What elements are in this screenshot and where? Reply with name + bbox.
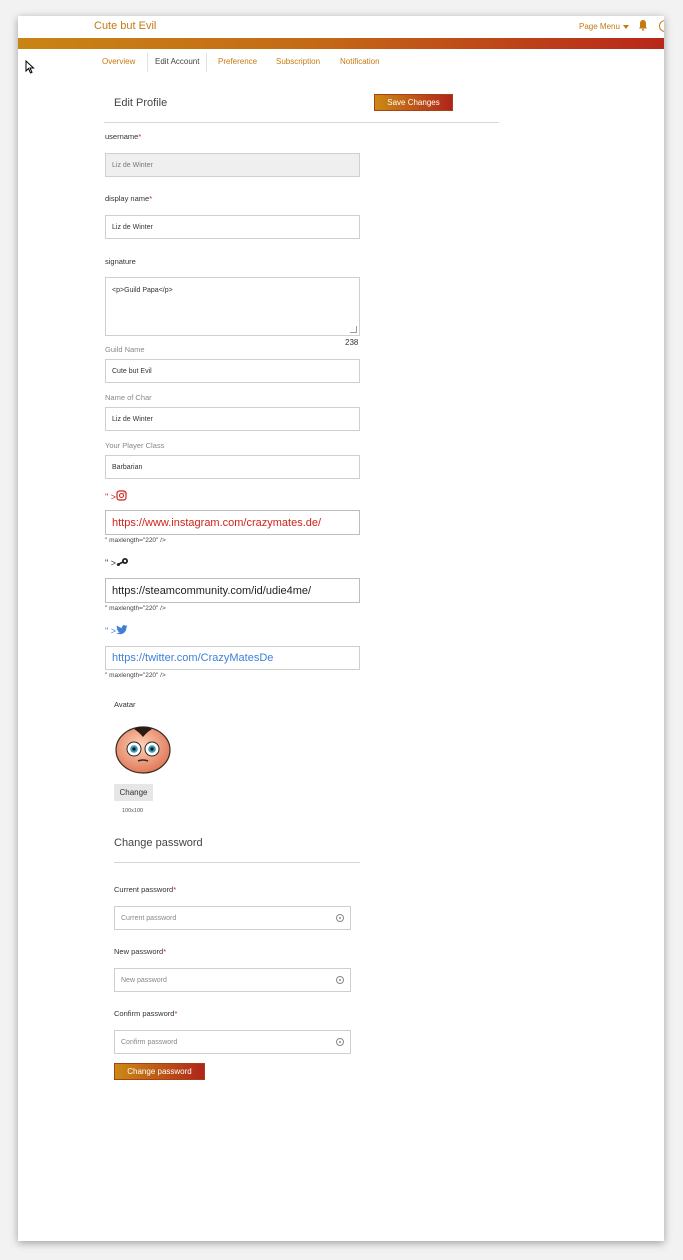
- guild-name-label: Guild Name: [105, 345, 145, 354]
- change-password-title: Change password: [114, 837, 203, 849]
- brand-link[interactable]: Cute but Evil: [94, 20, 157, 32]
- char-name-input[interactable]: Liz de Winter: [105, 407, 360, 431]
- steam-url-input[interactable]: https://steamcommunity.com/id/udie4me/: [105, 578, 360, 603]
- required-mark: *: [138, 132, 142, 141]
- instagram-prefix: [105, 490, 127, 502]
- new-password-label-text: New password: [114, 947, 164, 956]
- signature-label: signature: [105, 257, 136, 266]
- change-password-button[interactable]: Change password: [114, 1063, 205, 1080]
- instagram-url-input[interactable]: https://www.instagram.com/crazymates.de/: [105, 510, 360, 535]
- current-password-label: [114, 885, 176, 894]
- header-gradient-bar: [18, 38, 664, 49]
- tab-overview[interactable]: Overview: [102, 57, 136, 66]
- required-mark: *: [173, 885, 177, 894]
- display-name-label: [105, 194, 152, 203]
- required-mark: *: [163, 947, 167, 956]
- signature-char-count: 238: [345, 338, 359, 347]
- user-menu-icon[interactable]: [659, 20, 664, 32]
- steam-prefix-text: " >: [105, 558, 116, 568]
- confirm-password-label-text: Confirm password: [114, 1009, 175, 1018]
- new-password-input[interactable]: [114, 968, 351, 992]
- tab-preference[interactable]: Preference: [218, 57, 258, 66]
- twitter-prefix: [105, 625, 128, 636]
- avatar-size-text: 100x100: [122, 808, 144, 814]
- edit-profile-title: Edit Profile: [114, 97, 168, 109]
- display-name-input[interactable]: Liz de Winter: [105, 215, 360, 239]
- top-navbar: [18, 16, 664, 38]
- twitter-prefix-text: " >: [105, 626, 116, 636]
- eye-toggle-icon[interactable]: [336, 976, 344, 984]
- page-menu-label: Page Menu: [579, 22, 620, 31]
- caret-down-icon: [623, 25, 629, 29]
- steam-maxlength-text: " maxlength="220" />: [105, 605, 166, 612]
- signature-text: <p>Guild Papa</p>: [112, 287, 173, 294]
- eye-toggle-icon[interactable]: [336, 1038, 344, 1046]
- eye-toggle-icon[interactable]: [336, 914, 344, 922]
- page: [18, 16, 664, 1241]
- player-class-input[interactable]: Barbarian: [105, 455, 360, 479]
- bell-icon[interactable]: [638, 19, 648, 31]
- player-class-label: Your Player Class: [105, 441, 165, 450]
- current-password-label-text: Current password: [114, 885, 174, 894]
- new-password-label: [114, 947, 166, 956]
- twitter-maxlength-text: " maxlength="220" />: [105, 672, 166, 679]
- current-password-input[interactable]: [114, 906, 351, 930]
- resize-handle-icon[interactable]: [350, 326, 357, 333]
- confirm-password-placeholder: Confirm password: [121, 1038, 178, 1046]
- instagram-maxlength-text: " maxlength="220" />: [105, 537, 166, 544]
- confirm-password-input[interactable]: [114, 1030, 351, 1054]
- username-label: [105, 132, 141, 141]
- guild-name-input[interactable]: Cute but Evil: [105, 359, 360, 383]
- current-password-placeholder: Current password: [121, 914, 177, 922]
- username-input[interactable]: Liz de Winter: [105, 153, 360, 177]
- tab-subscription[interactable]: Subscription: [276, 57, 321, 66]
- char-name-label: Name of Char: [105, 393, 152, 402]
- tab-notification[interactable]: Notification: [340, 57, 380, 66]
- confirm-password-label: [114, 1009, 177, 1018]
- avatar-image: [114, 724, 172, 774]
- divider: [114, 862, 360, 863]
- instagram-icon: [116, 490, 127, 501]
- display-name-label-text: display name: [105, 194, 150, 203]
- page-menu-dropdown[interactable]: [579, 22, 629, 31]
- tab-edit-account[interactable]: Edit Account: [147, 53, 207, 72]
- save-changes-button[interactable]: Save Changes: [374, 94, 453, 111]
- new-password-placeholder: New password: [121, 976, 167, 984]
- steam-prefix: [105, 557, 129, 568]
- steam-icon: [116, 557, 129, 567]
- username-label-text: username: [105, 132, 139, 141]
- instagram-prefix-text: " >: [105, 492, 116, 502]
- twitter-url-input[interactable]: https://twitter.com/CrazyMatesDe: [105, 646, 360, 670]
- required-mark: *: [174, 1009, 178, 1018]
- required-mark: *: [149, 194, 153, 203]
- signature-textarea[interactable]: [105, 277, 360, 336]
- avatar-label: Avatar: [114, 700, 136, 709]
- divider: [104, 122, 499, 123]
- twitter-icon: [116, 625, 128, 635]
- change-avatar-button[interactable]: Change: [114, 784, 153, 801]
- mouse-cursor-icon: [25, 60, 35, 74]
